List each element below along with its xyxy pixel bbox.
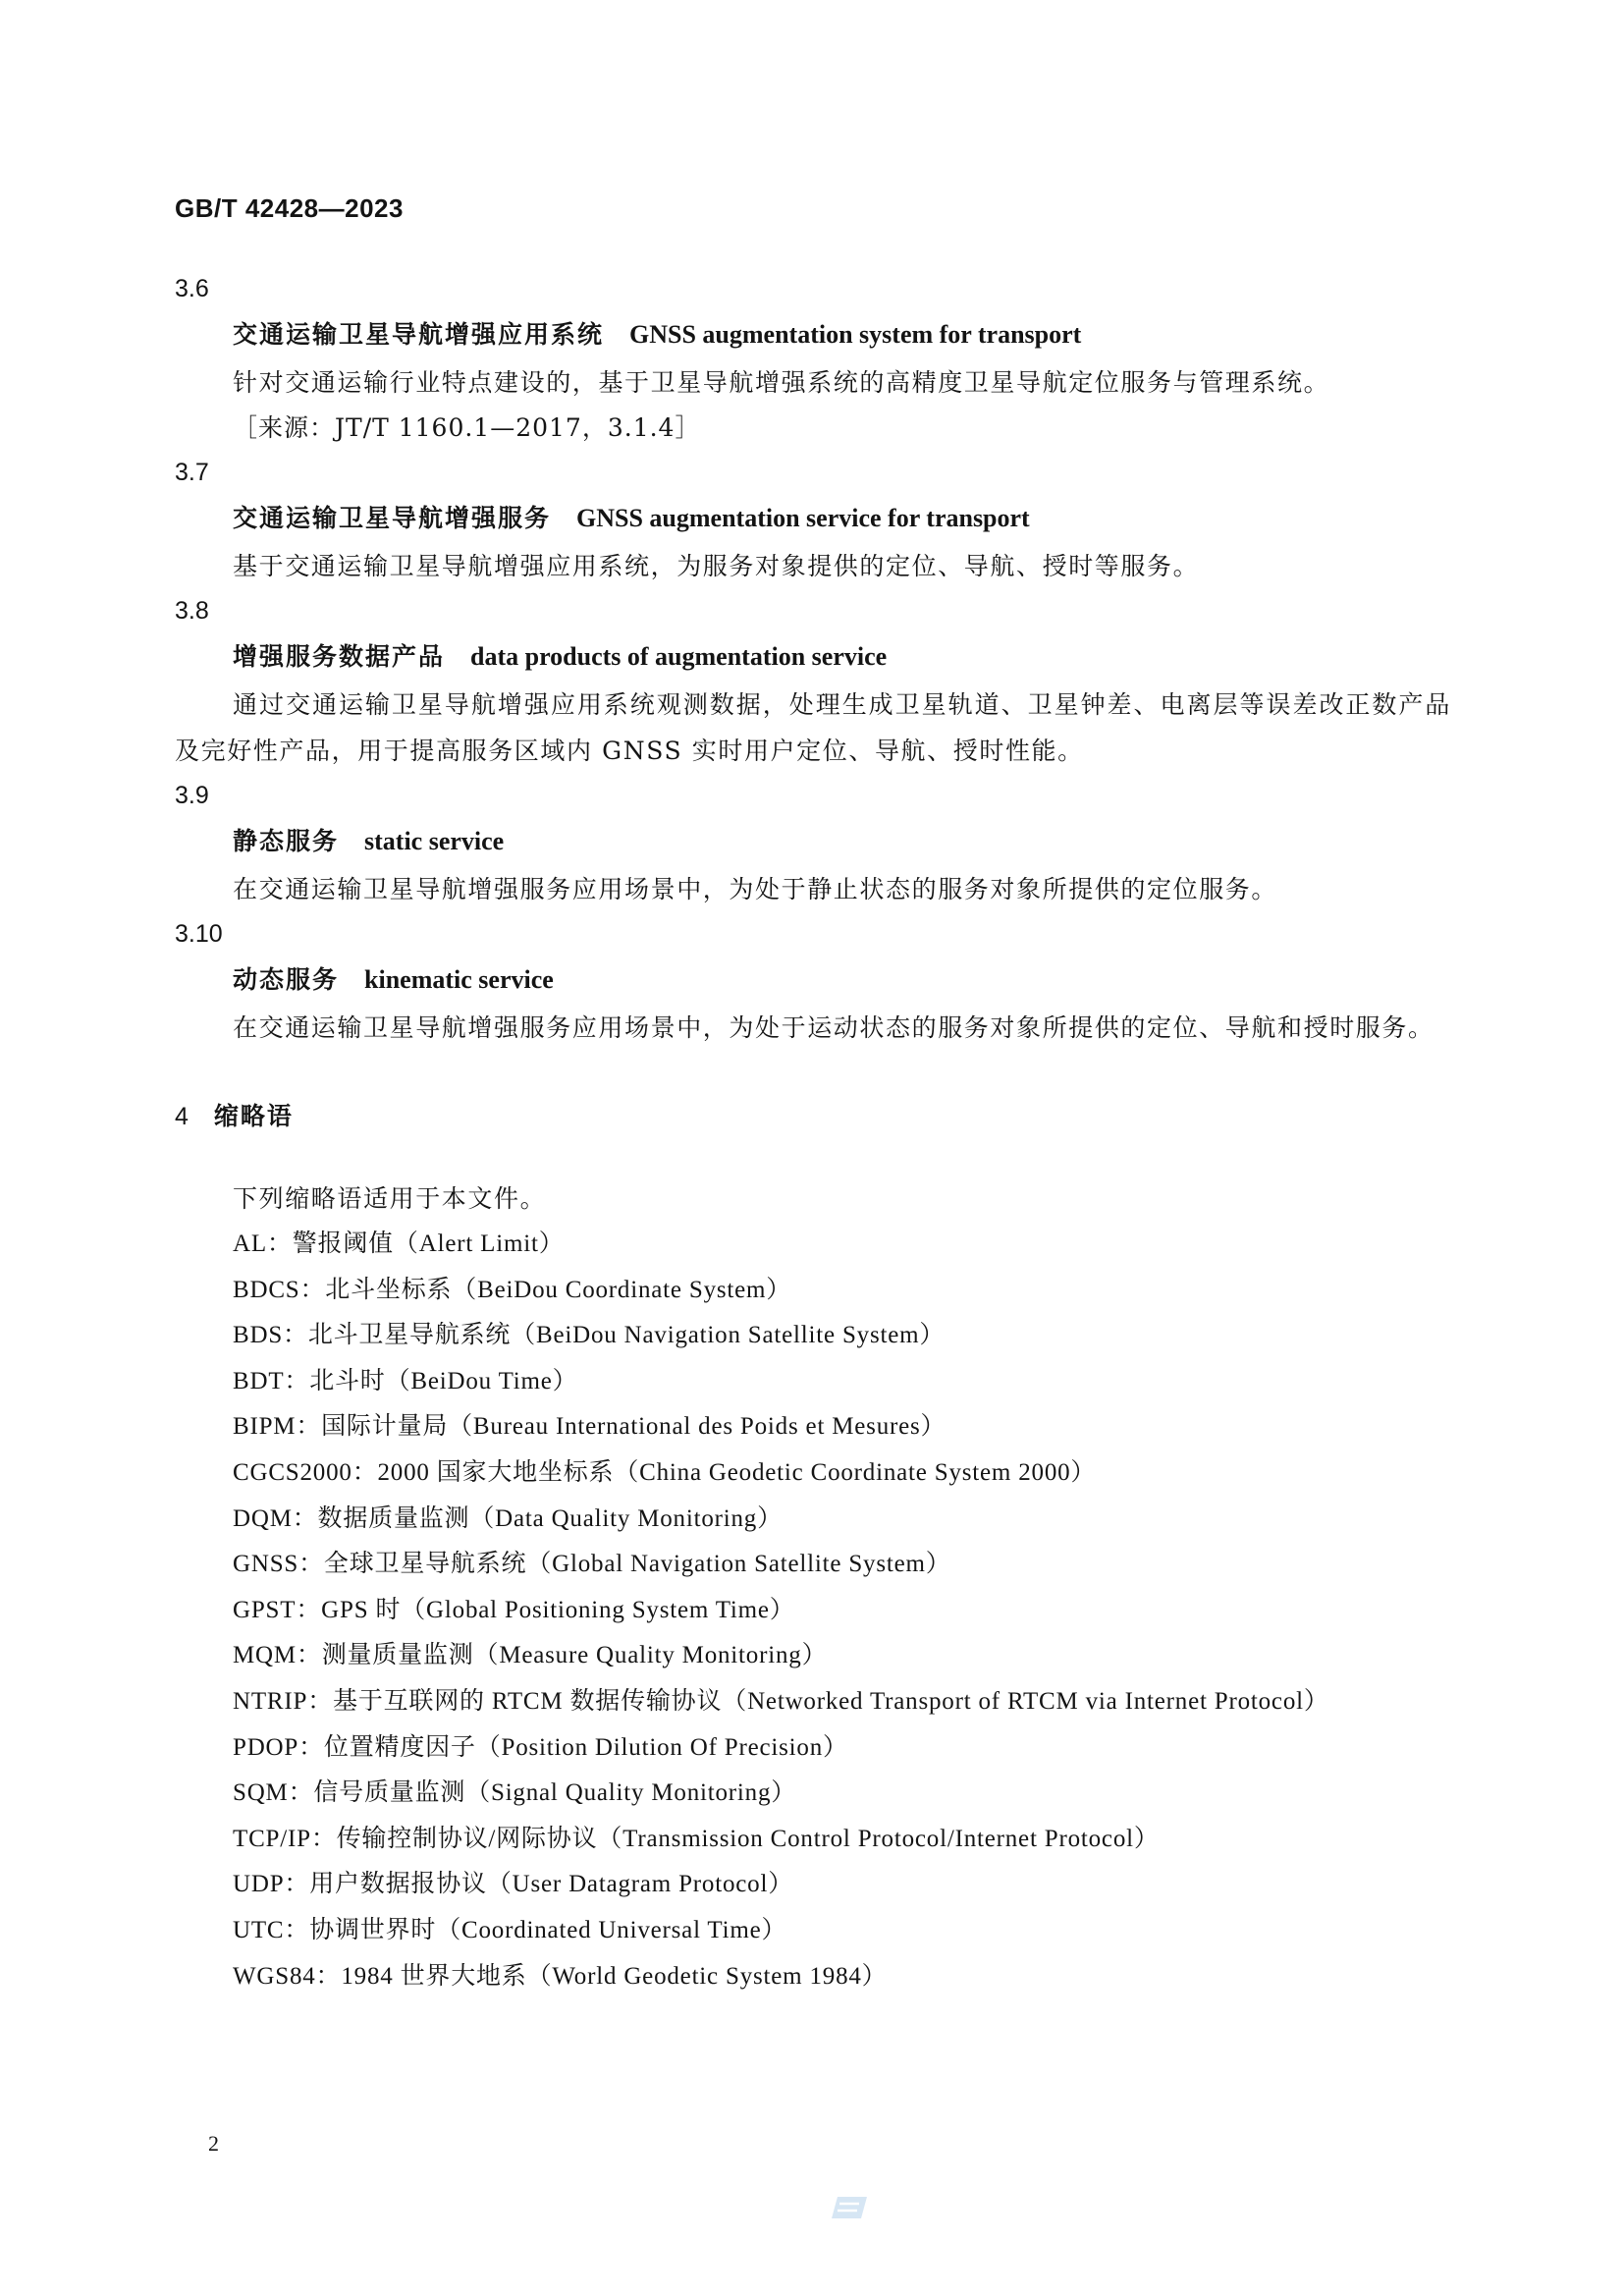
abbreviations-intro: 下列缩略语适用于本文件。 [233,1184,547,1213]
term-number: 3.6 [175,275,209,302]
page-number: 2 [208,2131,219,2156]
term-chinese-name: 静态服务 [233,827,340,855]
abbreviation-item: UTC：协调世界时（Coordinated Universal Time） [233,1916,787,1943]
abbreviation-list [175,1222,1451,1999]
term-entry [175,774,1451,912]
term-number: 3.8 [175,597,209,625]
abbreviation-item: GPST：GPS 时（Global Positioning System Time） [233,1596,795,1623]
term-entry [175,451,1451,589]
term-entry [175,912,1451,1051]
term-chinese-name: 交通运输卫星导航增强应用系统 [233,320,605,349]
term-definition: 在交通运输卫星导航增强服务应用场景中，为处于静止状态的服务对象所提供的定位服务。 [233,875,1278,903]
section-title: 缩略语 [213,1102,294,1130]
term-entry [175,267,1451,451]
term-number: 3.10 [175,920,223,948]
term-definition: 在交通运输卫星导航增强服务应用场景中，为处于运动状态的服务对象所提供的定位、导航和授时服务。 [233,1013,1434,1042]
term-source: ［来源：JT/T 1160.1—2017，3.1.4］ [233,413,701,442]
term-title [175,494,1451,543]
term-english-name: GNSS augmentation system for transport [629,320,1082,349]
abbreviation-item: TCP/IP：传输控制协议/网际协议（Transmission Control Protocol/Internet Protocol） [233,1825,1160,1852]
abbreviation-item: AL：警报阈值（Alert Limit） [233,1230,565,1257]
term-definition: 基于交通运输卫星导航增强应用系统，为服务对象提供的定位、导航、授时等服务。 [233,552,1200,580]
term-number: 3.9 [175,782,209,809]
sac-logo-shape [832,2197,867,2218]
abbreviation-item: UDP：用户数据报协议（User Datagram Protocol） [233,1871,793,1898]
abbreviation-item: SQM：信号质量监测（Signal Quality Monitoring） [233,1779,797,1807]
abbreviation-item: CGCS2000：2000 国家大地坐标系（China Geodetic Coordinate System 2000） [233,1458,1097,1486]
abbreviation-item: WGS84：1984 世界大地系（World Geodetic System 1984） [233,1962,888,1990]
abbreviation-item: BDCS：北斗坐标系（BeiDou Coordinate System） [233,1276,792,1303]
section-number: 4 [175,1103,189,1130]
abbreviation-item: BIPM：国际计量局（Bureau International des Poids et Mesures） [233,1413,947,1441]
term-chinese-name: 交通运输卫星导航增强服务 [233,504,552,532]
term-title [175,956,1451,1005]
term-definition: 通过交通运输卫星导航增强应用系统观测数据，处理生成卫星轨道、卫星钟差、电离层等误差改正数产品及完好性产品，用于提高服务区域内 GNSS 实时用户定位、导航、授时性能。 [175,690,1451,765]
abbreviation-item: NTRIP：基于互联网的 RTCM 数据传输协议（Networked Transport of RTCM via Internet Protocol） [233,1687,1329,1715]
abbreviation-item: DQM：数据质量监测（Data Quality Monitoring） [233,1504,783,1532]
term-number: 3.7 [175,459,209,486]
section-heading [175,1094,1451,1139]
abbreviation-item: BDT：北斗时（BeiDou Time） [233,1367,578,1394]
standard-number: GB/T 42428—2023 [175,193,404,223]
term-title [175,632,1451,682]
term-english-name: static service [364,827,505,855]
term-english-name: GNSS augmentation service for transport [576,504,1030,532]
abbreviation-item: GNSS：全球卫星导航系统（Global Navigation Satellite System） [233,1551,951,1578]
term-title [175,310,1451,359]
abbreviation-item: MQM：测量质量监测（Measure Quality Monitoring） [233,1642,828,1669]
abbreviation-item: BDS：北斗卫星导航系统（BeiDou Navigation Satellite System） [233,1322,946,1349]
abbreviation-item: PDOP：位置精度因子（Position Dilution Of Precision） [233,1733,848,1761]
term-entry [175,589,1451,774]
document-body [175,267,1451,1999]
term-chinese-name: 增强服务数据产品 [233,642,446,671]
term-title [175,817,1451,866]
sac-logo-icon [830,2195,869,2220]
term-english-name: kinematic service [364,965,554,994]
term-definition: 针对交通运输行业特点建设的，基于卫星导航增强系统的高精度卫星导航定位服务与管理系统。 [233,368,1330,397]
term-english-name: data products of augmentation service [470,642,888,671]
term-chinese-name: 动态服务 [233,965,340,994]
